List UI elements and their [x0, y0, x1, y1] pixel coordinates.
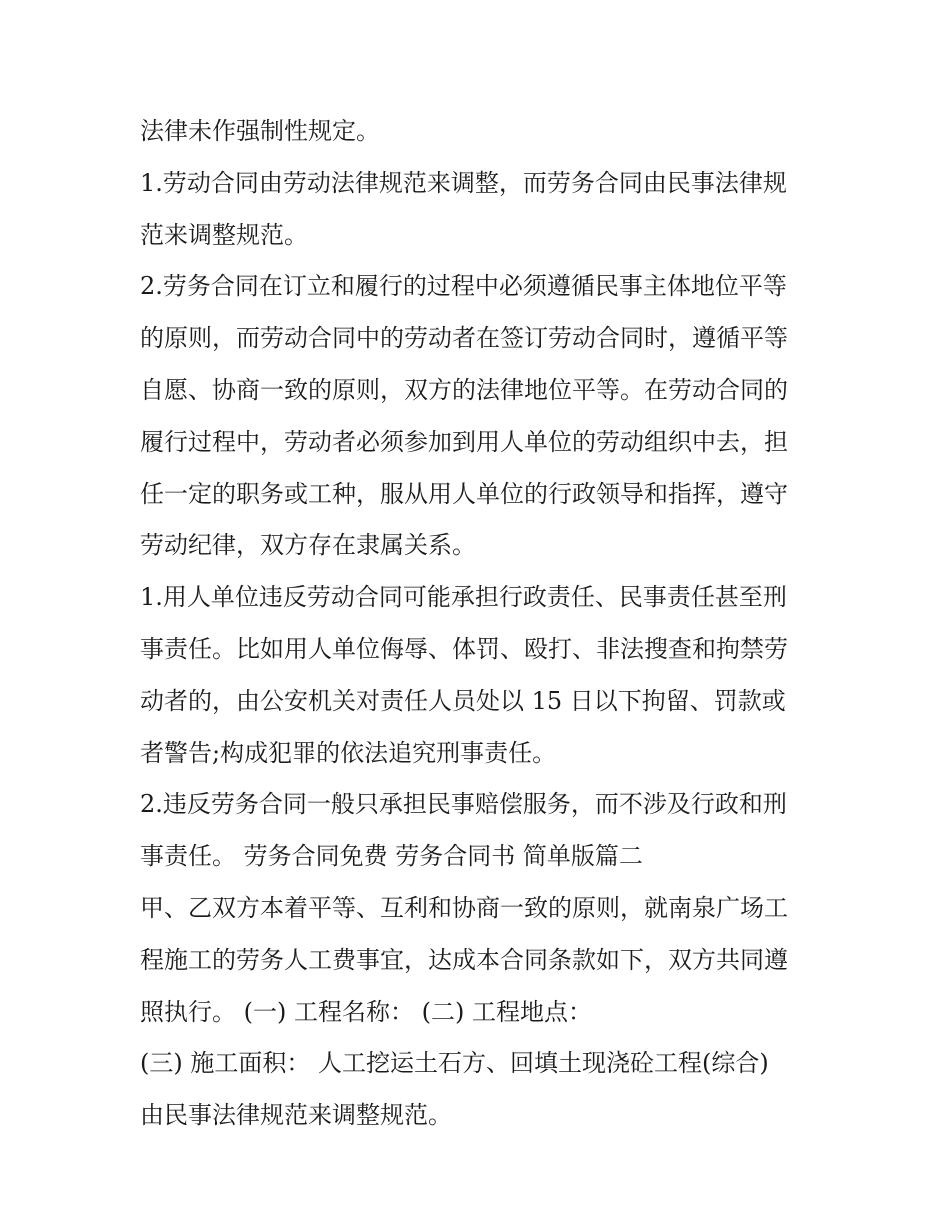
text-line: 1.劳动合同由劳动法律规范来调整，而劳务合同由民事法律规	[140, 168, 787, 197]
text-line: (三) 施工面积： 人工挖运土石方、回填土现浇砼工程(综合)	[140, 1049, 769, 1078]
text-line: 的原则，而劳动合同中的劳动者在签订劳动合同时，遵循平等	[140, 324, 788, 353]
text-line: 2.违反劳务合同一般只承担民事赔偿服务，而不涉及行政和刑	[140, 790, 787, 819]
text-line: 范来调整规范。	[140, 220, 308, 249]
text-line: 由民事法律规范来调整规范。	[140, 1101, 452, 1130]
text-line: 动者的，由公安机关对责任人员处以 15 日以下拘留、罚款或	[140, 686, 786, 715]
text-line: 2.劳务合同在订立和履行的过程中必须遵循民事主体地位平等	[140, 272, 787, 301]
text-line: 者警告;构成犯罪的依法追究刑事责任。	[140, 738, 557, 767]
text-line: 劳动纪律，双方存在隶属关系。	[140, 531, 476, 560]
text-line: 履行过程中，劳动者必须参加到用人单位的劳动组织中去，担	[140, 427, 788, 456]
text-line: 自愿、协商一致的原则，双方的法律地位平等。在劳动合同的	[140, 375, 788, 404]
text-line: 甲、乙双方本着平等、互利和协商一致的原则，就南泉广场工	[140, 893, 788, 922]
text-line: 照执行。 (一) 工程名称： (二) 工程地点：	[140, 997, 592, 1026]
text-line: 事责任。 劳务合同免费 劳务合同书 简单版篇二	[140, 842, 643, 871]
document-body	[140, 106, 820, 1142]
text-line: 法律未作强制性规定。	[140, 117, 380, 145]
text-line: 1.用人单位违反劳动合同可能承担行政责任、民事责任甚至刑	[140, 583, 787, 612]
text-line: 程施工的劳务人工费事宜，达成本合同条款如下，双方共同遵	[140, 945, 788, 974]
text-line: 任一定的职务或工种，服从用人单位的行政领导和指挥，遵守	[140, 479, 788, 508]
text-line: 事责任。比如用人单位侮辱、体罚、殴打、非法搜查和拘禁劳	[140, 634, 788, 663]
